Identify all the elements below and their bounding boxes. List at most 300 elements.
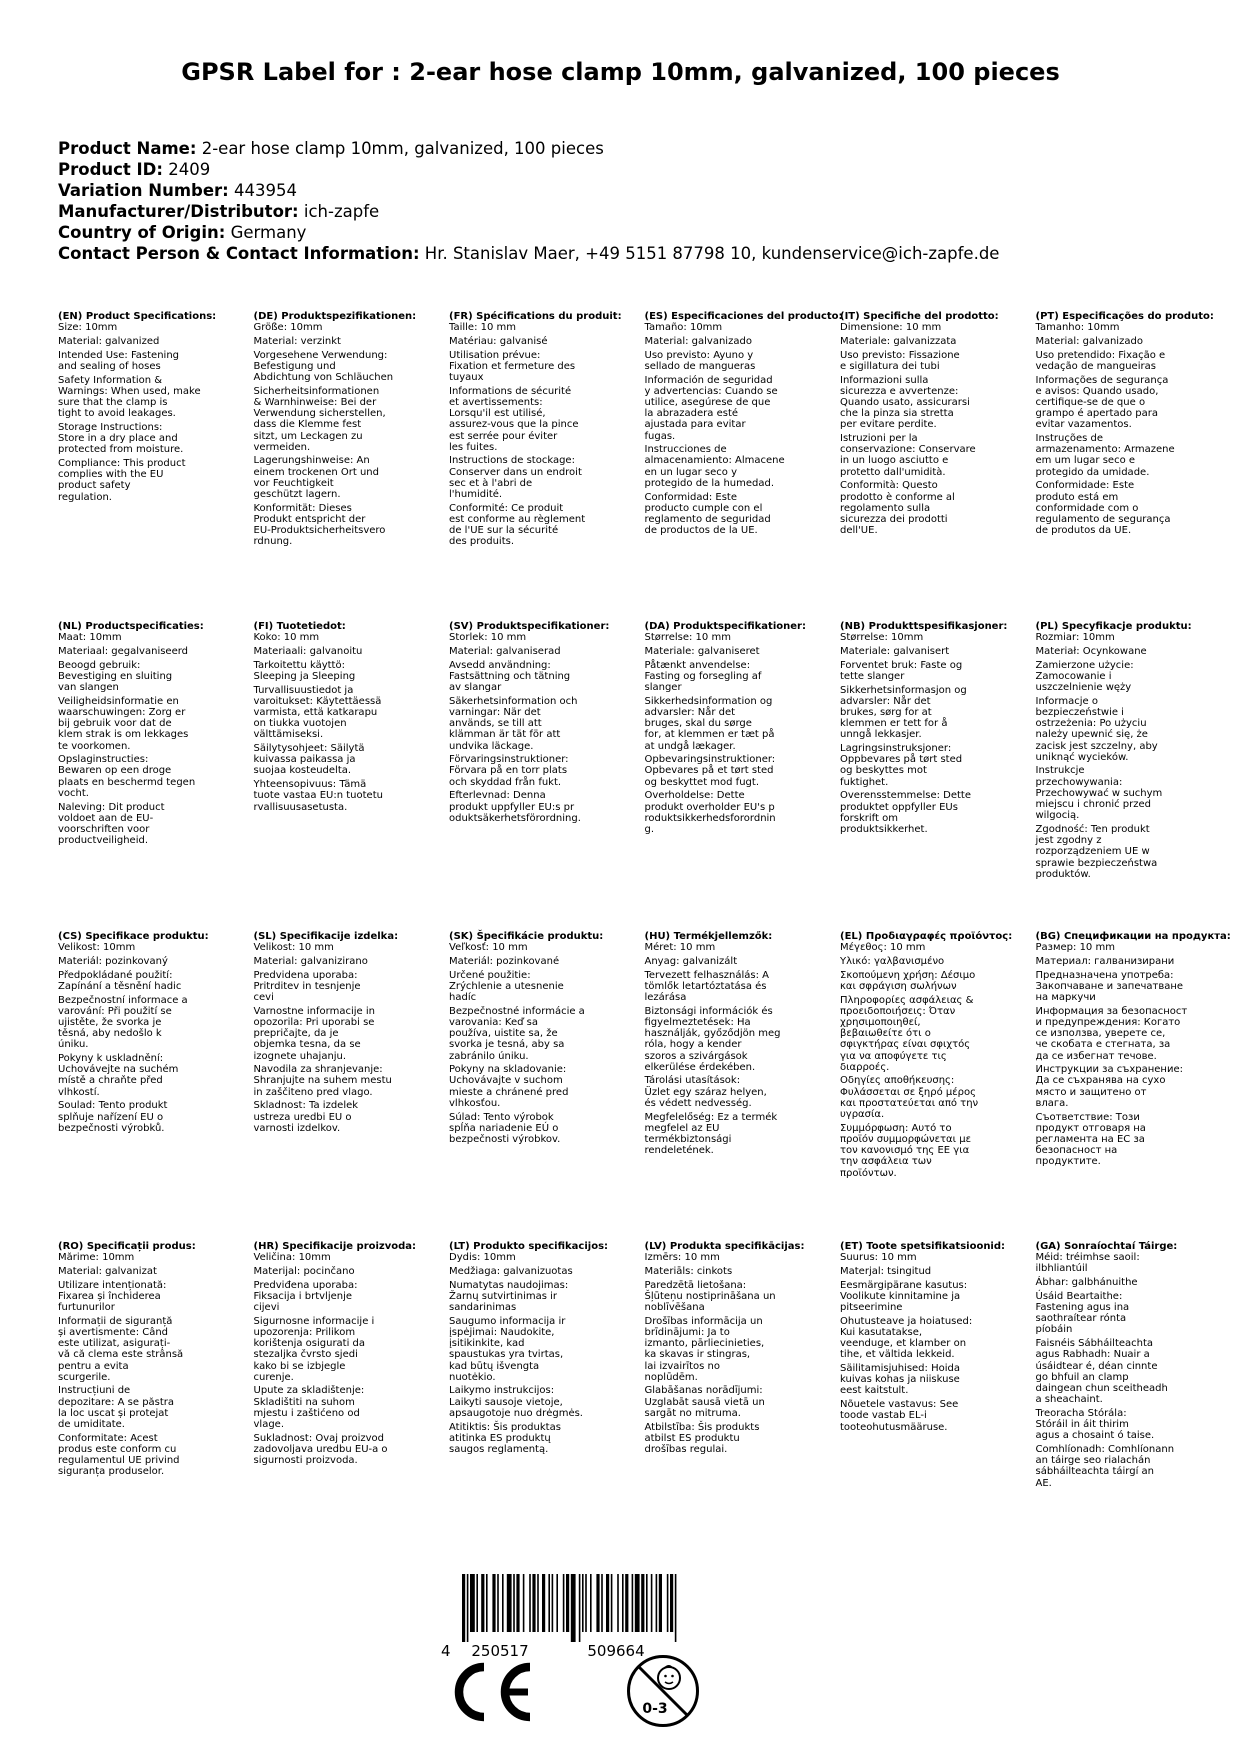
spec-block-fi (254, 621, 444, 813)
spec-line: υγρασία. (840, 1109, 885, 1121)
barcode-bar (566, 1574, 569, 1632)
spec-line: an táirge seo rialachán (1035, 1455, 1151, 1467)
spec-line: szoros a szivárgások (644, 1050, 748, 1062)
spec-line: de l'UE sur la sécurité (449, 525, 559, 537)
spec-line: Opbevares på et tørt sted (644, 765, 774, 777)
barcode-bar (523, 1574, 525, 1632)
spec-line: produto está em (1035, 491, 1119, 503)
spec-line: Υλικό: γαλβανισμένο (840, 955, 945, 967)
spec-block-lv (645, 1241, 835, 1455)
info-value: 2409 (168, 160, 211, 179)
barcode-bar (659, 1574, 662, 1632)
spec-line: svorka je tesná, aby sa (449, 1039, 565, 1051)
spec-line: de umiditate. (58, 1419, 125, 1431)
spec-line: Informações de segurança (1035, 374, 1169, 386)
barcode-bar (670, 1574, 673, 1632)
barcode-digits-right: 509664 (587, 1642, 645, 1660)
spec-line: des produits. (449, 536, 515, 548)
spec-line: regulamentul UE privind (58, 1455, 180, 1467)
spec-line: Size: 10mm (58, 322, 118, 334)
spec-line: eest kaitstult. (840, 1385, 909, 1397)
barcode-bar (529, 1574, 531, 1632)
spec-heading: (SL) Specifikacije izdelka: (253, 931, 399, 942)
spec-line: Sigurnosne informacije i (253, 1315, 375, 1327)
spec-line: conservazione: Conservare (840, 444, 976, 456)
barcode-bar (470, 1574, 475, 1632)
spec-line: Turvallisuustiedot ja (253, 684, 354, 696)
spec-line: Overholdelse: Dette (644, 790, 745, 802)
spec-line: est conforme au règlement (449, 513, 586, 525)
spec-heading: (PL) Specyfikacje produktu: (1035, 621, 1192, 632)
spec-heading: (SK) Špecifikácie produktu: (449, 931, 604, 942)
spec-heading: (EN) Product Specifications: (58, 311, 217, 322)
barcode-bar (667, 1574, 669, 1632)
spec-block-bg (1035, 931, 1231, 1168)
spec-line: че скобата е стегната, за (1035, 1039, 1171, 1051)
spec-line: įspėjimai: Naudokite, (449, 1326, 555, 1338)
spec-line: Uchovávejte na suchém (58, 1064, 179, 1076)
spec-line: Storage Instructions: (58, 421, 163, 433)
spec-line: Súlad: Tento výrobok (449, 1111, 554, 1123)
spec-line: toode vastab EL-i (840, 1410, 927, 1422)
spec-block-lt (449, 1241, 639, 1455)
spec-line: rdnung. (253, 536, 293, 548)
spec-line: Dimensione: 10 mm (840, 322, 942, 334)
spec-line: Förvaringsinstruktioner: (449, 754, 569, 766)
spec-line: Uso pretendido: Fixação e (1035, 349, 1166, 361)
spec-line: Intended Use: Fastening (58, 349, 180, 361)
spec-heading: (PT) Especificações do produto: (1035, 311, 1214, 322)
spec-heading: (ET) Toote spetsifikatsioonid: (840, 1241, 1006, 1252)
info-value: 443954 (234, 181, 298, 200)
spec-line: regolamento sulla (840, 502, 931, 514)
spec-line: suojaa kosteudelta. (253, 765, 352, 777)
spec-line: píobáin (1035, 1324, 1073, 1336)
spec-line: produkt uppfyller EU:s pr (449, 801, 575, 813)
spec-line: go bhfuil an clamp (1035, 1371, 1129, 1383)
spec-heading: (HR) Specifikacije proizvoda: (253, 1241, 417, 1252)
spec-line: nuotėkio. (449, 1371, 496, 1383)
product-info (58, 138, 999, 264)
spec-block-sv (449, 621, 639, 824)
spec-line: úniku. (58, 1039, 89, 1051)
spec-line: atbilst ES produktu (644, 1432, 740, 1444)
spec-line: és védett nedvesség. (644, 1097, 752, 1109)
info-value: Germany (230, 223, 307, 242)
spec-line: Overensstemmelse: Dette (840, 790, 971, 802)
spec-line: használják, győződjön meg (644, 1028, 781, 1040)
barcode-bar (617, 1574, 619, 1632)
spec-line: διαρροές. (840, 1061, 890, 1073)
spec-line: regulamento de segurança (1035, 513, 1171, 525)
spec-line: protegido de la humedad. (644, 477, 775, 489)
spec-line: kako bi se izbjegle (253, 1360, 346, 1372)
spec-line: opozorila: Pri uporabi se (253, 1016, 375, 1028)
spec-block-ga (1036, 1241, 1226, 1489)
spec-line: oduktsäkerhetsförordning. (449, 812, 581, 824)
spec-line: em um lugar seco e (1035, 455, 1136, 467)
spec-line: izmanto, pārliecinieties, (644, 1338, 765, 1350)
spec-line: armazenamento: Armazene (1035, 444, 1175, 456)
spec-line: Numatytas naudojimas: (449, 1279, 569, 1291)
barcode-bar (552, 1574, 554, 1632)
spec-line: ostrzeżenia: Po użyciu (1035, 718, 1147, 730)
spec-line: uniknąć wycieków. (1035, 751, 1129, 763)
spec-line: Tamanho: 10mm (1035, 322, 1120, 334)
spec-line: Laikymo instrukcijos: (449, 1385, 555, 1397)
spec-line: klem strak is om lekkages (58, 729, 189, 741)
spec-heading: (GA) Sonraíochtaí Táirge: (1035, 1241, 1178, 1252)
spec-line: Saugumo informacija ir (449, 1315, 566, 1327)
spec-line: figyelmeztetések: Ha (644, 1016, 751, 1028)
spec-line: Megfelelőség: Ez a termék (644, 1111, 778, 1123)
spec-line: προϊόντων. (840, 1167, 897, 1179)
spec-line: scurgerile. (58, 1371, 111, 1383)
spec-heading: (LV) Produkta specifikācijas: (644, 1241, 805, 1252)
spec-line: Určené použitie: (449, 969, 531, 981)
spec-line: Zamocowanie i (1035, 670, 1112, 682)
spec-line: Materiál: pozinkované (449, 955, 560, 967)
spec-line: et avertissements: (449, 396, 543, 408)
spec-line: Produkt entspricht der (253, 513, 366, 525)
spec-line: Informations de sécurité (449, 385, 572, 397)
spec-line: cijevi (253, 1302, 280, 1314)
spec-line: product safety (58, 480, 131, 492)
spec-line: brīdinājumi: Ja to (644, 1326, 730, 1338)
spec-line: daingean chun sceitheadh (1035, 1382, 1168, 1394)
spec-line: Συμμόρφωση: Αυτό το (840, 1122, 952, 1134)
spec-line: de produtos da UE. (1035, 525, 1132, 537)
spec-line: saothraítear rónta (1035, 1313, 1127, 1325)
spec-line: tette slanger (840, 670, 905, 682)
spec-line: e avisos: Quando usado, (1035, 385, 1159, 397)
barcode-bar (516, 1574, 519, 1632)
spec-line: advarsler: Når det (644, 706, 736, 718)
ce-mark-icon (448, 1661, 536, 1723)
spec-line: регламента на ЕС за (1035, 1133, 1145, 1145)
spec-line: advarsler: Når det (840, 695, 931, 707)
spec-line: on tiukka vuotojen (253, 718, 347, 730)
spec-heading: (ES) Especificaciones del producto: (644, 311, 843, 322)
spec-line: Material: galvanizat (58, 1265, 157, 1277)
spec-line: che la pinza sia stretta (840, 408, 954, 420)
spec-line: sellado de mangueras (644, 360, 756, 372)
barcode-bar (462, 1574, 465, 1642)
barcode-bar (542, 1574, 545, 1632)
spec-line: furtunurilor (58, 1302, 115, 1314)
barcode-bar (537, 1574, 539, 1632)
spec-line: Matériau: galvanisé (449, 335, 548, 347)
spec-line: varningar: När det (449, 706, 541, 718)
spec-line: Förvara på en torr plats (449, 765, 568, 777)
spec-line: Forventet bruk: Faste og (840, 659, 963, 671)
spec-heading: (DA) Produktspecifikationer: (644, 621, 806, 632)
spec-line: róla, hogy a kender (644, 1039, 742, 1051)
spec-line: tuyaux (449, 372, 484, 384)
spec-line: Rozmiar: 10mm (1035, 632, 1115, 644)
spec-line: sigurnosti proizvoda. (253, 1455, 358, 1467)
spec-line: välttämiseksi. (253, 729, 324, 741)
spec-line: Materiale: galvaniseret (644, 645, 760, 657)
spec-line: tömlők letartóztatása és (644, 980, 767, 992)
spec-heading: (IT) Specifiche del prodotto: (840, 311, 999, 322)
spec-line: curenje. (253, 1371, 294, 1383)
spec-line: klämman är tät för att (449, 729, 561, 741)
spec-line: vedação de mangueiras (1035, 360, 1156, 372)
spec-line: Upute za skladištenje: (253, 1385, 365, 1397)
spec-line: Avsedd användning: (449, 659, 551, 671)
spec-line: Predvidena uporaba: (253, 969, 358, 981)
info-label: Product Name: (58, 139, 197, 158)
spec-line: Glabāšanas norādījumi: (644, 1385, 763, 1397)
spec-line: τον κανονισμό της ΕΕ για (840, 1145, 970, 1157)
spec-line: Οδηγίες αποθήκευσης: (840, 1075, 955, 1087)
spec-block-sl (254, 931, 444, 1134)
spec-line: Material: galvanizirano (253, 955, 368, 967)
info-label: Contact Person & Contact Information: (58, 244, 420, 263)
barcode-bar (563, 1574, 565, 1632)
spec-line: spaustukas yra tvirtas, (449, 1349, 564, 1361)
spec-line: Atbilstība: Šis produkts (644, 1421, 760, 1433)
spec-line: tihe, et vältida lekkeid. (840, 1349, 955, 1361)
spec-line: dell'UE. (840, 525, 878, 537)
spec-line: lai izvairītos no (644, 1360, 720, 1372)
spec-line: Soulad: Tento produkt (58, 1100, 168, 1112)
spec-line: Skladištiti na suhom (253, 1396, 355, 1408)
spec-line: vocht. (58, 787, 89, 799)
spec-line: Store in a dry place and (58, 433, 178, 445)
spec-line: Uso previsto: Fissazione (840, 349, 960, 361)
spec-line: Material: verzinkt (253, 335, 341, 347)
spec-line: Drošības informācija un (644, 1315, 763, 1327)
spec-line: Materiaali: galvanoitu (253, 645, 363, 657)
spec-block-cs (58, 931, 248, 1134)
spec-line: Zapínání a těsnění hadic (58, 980, 182, 992)
spec-line: sprawie bezpieczeństwa (1035, 857, 1158, 869)
spec-line: per evitare perdite. (840, 419, 937, 431)
spec-line: Säkerhetsinformation och (449, 695, 578, 707)
spec-line: unngå lekkasjer. (840, 729, 922, 741)
spec-line: vermeiden. (253, 441, 311, 453)
spec-line: Předpokládané použití: (58, 969, 173, 981)
spec-line: izognete uhajanju. (253, 1050, 347, 1062)
spec-line: Biztonsági információk és (644, 1005, 773, 1017)
spec-line: pentru a evita (58, 1360, 129, 1372)
barcode-bar (556, 1574, 558, 1632)
spec-line: les fuites. (449, 441, 498, 453)
barcode-bar (476, 1574, 478, 1632)
barcode-bar (513, 1574, 515, 1632)
spec-line: Съответствие: Този (1035, 1111, 1140, 1123)
spec-line: produktet oppfyller EUs (840, 801, 958, 813)
spec-line: Paredzētā lietošana: (644, 1279, 747, 1291)
spec-line: Treoracha Stórála: (1035, 1407, 1127, 1419)
spec-line: се използва, уверете се, (1035, 1028, 1166, 1040)
spec-line: Materijal: pocinčano (253, 1265, 355, 1277)
spec-line: и предупреждения: Когато (1035, 1016, 1181, 1028)
info-value: Hr. Stanislav Maer, +49 5151 87798 10, kundenservice@ich-zapfe.de (424, 244, 1000, 263)
spec-line: Instrucciones de (644, 444, 727, 456)
spec-line: zacisk jest szczelny, aby (1035, 740, 1158, 752)
spec-line: Bezpečnostné informácie a (449, 1005, 585, 1017)
spec-heading: (DE) Produktspezifikationen: (253, 311, 417, 322)
spec-heading: (NL) Productspecificaties: (58, 621, 204, 632)
barcode-bar (579, 1574, 581, 1642)
spec-line: Shranjujte na suhem mestu (253, 1075, 392, 1087)
barcode-bar (502, 1574, 504, 1632)
spec-line: Comhlíonadh: Comhlíonann (1035, 1443, 1175, 1455)
spec-line: og beskyttes mot (840, 765, 927, 777)
spec-heading: (FI) Tuotetiedot: (253, 621, 346, 632)
spec-line: produs este conform cu (58, 1443, 177, 1455)
spec-line: evitar vazamentos. (1035, 419, 1132, 431)
spec-line: grampo é apertado para (1035, 408, 1158, 420)
spec-line: este utilizat, asigurați- (58, 1338, 171, 1350)
spec-line: Suurus: 10 mm (840, 1252, 917, 1264)
spec-line: βεβαιωθείτε ότι ο (840, 1028, 931, 1040)
spec-line: ilbhliantúil (1035, 1263, 1088, 1275)
barcode-bar (481, 1574, 484, 1632)
spec-line: est serrée pour éviter (449, 430, 558, 442)
spec-line: rvallisuusasetusta. (253, 801, 348, 813)
spec-heading: (LT) Produkto specifikacijos: (449, 1241, 609, 1252)
spec-line: przechowywania: (1035, 776, 1123, 788)
spec-line: conformidade com o (1035, 502, 1139, 514)
spec-line: rendeletének. (644, 1145, 714, 1157)
spec-line: Да се съхранява на сухо (1035, 1075, 1166, 1087)
spec-line: Fixation et fermeture des (449, 360, 576, 372)
spec-line: sicurezza e avvertenze: (840, 385, 959, 397)
barcode-bars (462, 1574, 676, 1642)
spec-block-de (254, 311, 444, 548)
spec-line: Material: galvanized (58, 335, 160, 347)
spec-line: Opbevaringsinstruktioner: (644, 754, 776, 766)
spec-line: la abrazadera esté (644, 408, 739, 420)
spec-line: noblīvēšana (644, 1302, 705, 1314)
spec-line: Vorgesehene Verwendung: (253, 349, 388, 361)
spec-line: Sikkerhetsinformasjon og (840, 684, 967, 696)
spec-line: a sheachaint. (1035, 1394, 1103, 1406)
spec-line: sargāt no mitruma. (644, 1407, 741, 1419)
spec-line: ustreza uredbi EU o (253, 1111, 352, 1123)
spec-line: termékbiztonsági (644, 1133, 732, 1145)
info-row-product-id (58, 159, 999, 180)
spec-line: Størrelse: 10mm (840, 632, 924, 644)
spec-line: και σφράγιση σωλήνων (840, 980, 957, 992)
spec-line: almacenamiento: Almacene (644, 455, 785, 467)
spec-line: Bevestiging en sluiting (58, 670, 173, 682)
spec-line: Conserver dans un endroit (449, 466, 582, 478)
spec-heading: (CS) Specifikace produktu: (58, 931, 209, 942)
spec-line: varmista, että katkarapu (253, 706, 378, 718)
spec-line: Tárolási utasítások: (644, 1075, 741, 1087)
spec-line: e sigillatura dei tubi (840, 360, 940, 372)
spec-block-it (840, 311, 1030, 536)
barcode-bar (467, 1574, 469, 1642)
spec-heading: (BG) Спецификации на продукта: (1035, 931, 1231, 942)
spec-heading: (NB) Produkttspesifikasjoner: (840, 621, 1008, 632)
barcode-digits-left: 250517 (471, 1642, 529, 1660)
barcode-bar (611, 1574, 613, 1632)
spec-line: fuktighet. (840, 776, 889, 788)
spec-line: Zrýchlenie a utesnenie (449, 980, 564, 992)
spec-line: te voorkomen. (58, 740, 131, 752)
spec-line: vlhkostí. (58, 1086, 100, 1098)
spec-block-et (840, 1241, 1030, 1433)
barcode-bar (497, 1574, 499, 1632)
spec-line: forskrift om (840, 812, 898, 824)
spec-line: Información de seguridad (644, 374, 773, 386)
spec-line: Uzglabāt sausā vietā un (644, 1396, 765, 1408)
spec-line: zadovoljava uredbu EU-a o (253, 1443, 388, 1455)
spec-line: Σκοπούμενη χρήση: Δέσιμο (840, 969, 976, 981)
spec-line: Méid: tréimhse saoil: (1035, 1252, 1140, 1264)
spec-line: Kui kasutatakse, (840, 1326, 923, 1338)
spec-line: Materiál: pozinkovaný (58, 955, 168, 967)
spec-line: Laikyti sausoje vietoje, (449, 1396, 563, 1408)
spec-line: για να αποφύγετε τις (840, 1050, 947, 1062)
spec-line: Ábhar: galbhánuithe (1035, 1277, 1138, 1289)
spec-line: megfelel az EU (644, 1122, 720, 1134)
spec-line: jest zgodny z (1035, 835, 1102, 847)
spec-line: geschützt lagern. (253, 489, 341, 501)
spec-line: Izmērs: 10 mm (644, 1252, 720, 1264)
barcode-bar (571, 1574, 576, 1642)
spec-line: bezpieczeństwie i (1035, 706, 1124, 718)
spec-line: Material: galvaniserad (449, 645, 561, 657)
spec-line: splňuje nařízení EU o (58, 1111, 164, 1123)
spec-line: продукт отговаря на (1035, 1122, 1146, 1134)
barcode-digit-prefix: 4 (441, 1642, 451, 1660)
spec-line: Lagringsinstruksjoner: (840, 743, 952, 755)
spec-line: úsáidtear é, déan cinnte (1035, 1360, 1158, 1372)
spec-line: siguranța produselor. (58, 1466, 165, 1478)
spec-line: ka skavas ir stingras, (644, 1349, 751, 1361)
spec-line: drošības regulai. (644, 1443, 728, 1455)
spec-line: assurez-vous que la pince (449, 419, 579, 431)
spec-line: varnosti izdelkov. (253, 1122, 341, 1134)
spec-line: utilice, asegúrese de que (644, 396, 771, 408)
spec-line: apsaugotoje nuo drėgmės. (449, 1407, 583, 1419)
spec-line: hadíc (449, 992, 477, 1004)
barcode-bar (601, 1574, 603, 1632)
spec-block-nb (840, 621, 1030, 835)
spec-line: tuote vastaa EU:n tuotetu (253, 790, 383, 802)
spec-line: Sicherheitsinformationen (253, 385, 380, 397)
spec-line: Размер: 10 mm (1035, 942, 1115, 954)
spec-line: Sleeping ja Sleeping (253, 670, 356, 682)
spec-line: Conformidad: Este (644, 491, 738, 503)
spec-line: Instrukcje (1035, 765, 1085, 777)
spec-line: in un luogo asciutto e (840, 455, 949, 467)
spec-line: Sikkerhedsinformation og (644, 695, 773, 707)
spec-line: Conformità: Questo (840, 480, 938, 492)
spec-line: Yhteensopivuus: Tämä (253, 779, 367, 791)
spec-line: Materjal: tsingitud (840, 1265, 932, 1277)
spec-line: και προστατεύεται από την (840, 1097, 979, 1109)
spec-line: sitzt, um Leckagen zu (253, 430, 363, 442)
spec-line: Informazioni sulla (840, 374, 929, 386)
info-row-country-of-origin (58, 222, 999, 243)
spec-block-es (644, 311, 843, 537)
info-row-contact-person-contact-information (58, 243, 999, 264)
spec-line: mieste a chránené pred (449, 1086, 569, 1098)
spec-line: agus Rabhadh: Nuair a (1035, 1349, 1150, 1361)
spec-line: elkerülése érdekében. (644, 1061, 756, 1073)
info-row-manufacturer-distributor (58, 201, 999, 222)
spec-line: на маркучи (1035, 992, 1096, 1004)
spec-block-ro (58, 1241, 248, 1478)
